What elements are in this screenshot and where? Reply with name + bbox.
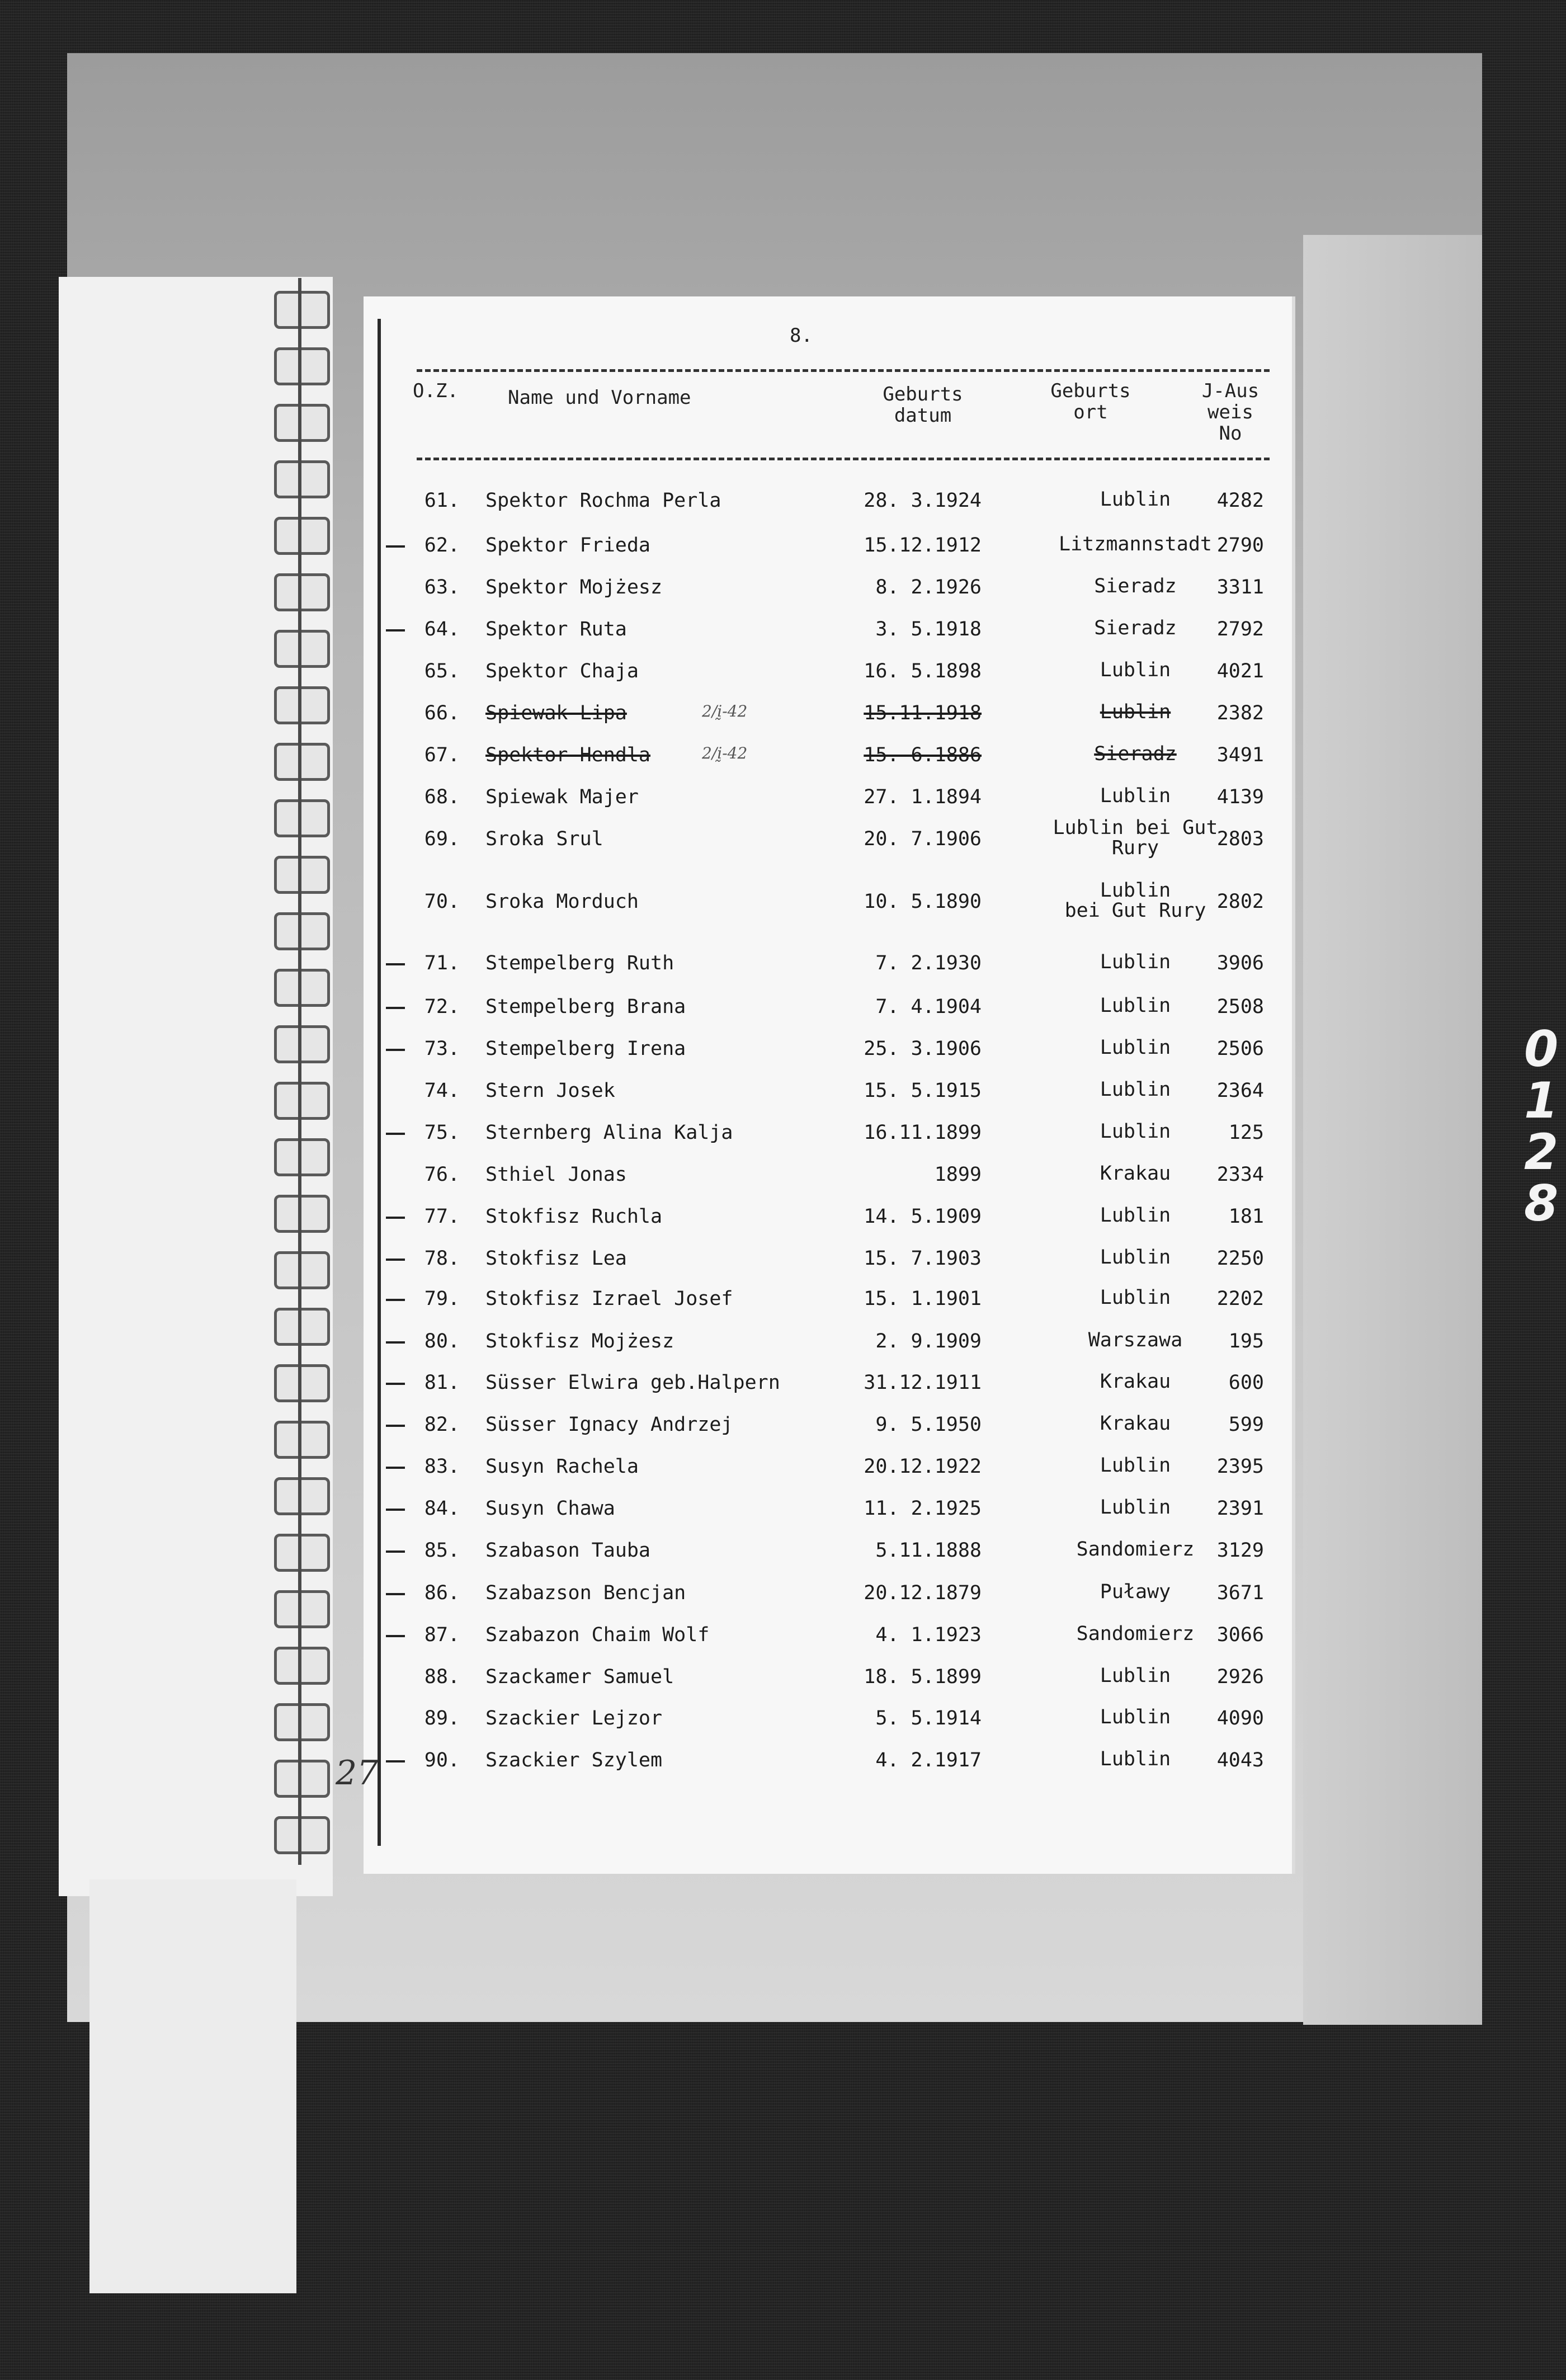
binding-ring — [274, 1534, 330, 1572]
row-birth-date: 11. 2.1925 — [864, 1497, 982, 1520]
row-name: Stern Josek — [485, 1080, 615, 1102]
binding-ring — [274, 573, 330, 611]
check-mark-dash — [386, 1550, 405, 1553]
row-birth-date: 20. 7.1906 — [864, 828, 982, 850]
row-number: 77. — [424, 1205, 460, 1228]
row-name: Susyn Rachela — [485, 1455, 639, 1478]
row-birth-date: 4. 2.1917 — [875, 1749, 982, 1771]
row-id-number: 600 — [1228, 1372, 1264, 1394]
header-birth-place-line-2: ort — [1073, 401, 1108, 423]
row-birth-date: 1899 — [934, 1163, 982, 1186]
row-birth-place: Lublin — [1100, 1496, 1171, 1519]
page-number: 8. — [790, 324, 813, 347]
row-birth-date: 15. 5.1915 — [864, 1080, 982, 1102]
binding-ring — [274, 291, 330, 329]
row-birth-date: 16.11.1899 — [864, 1121, 982, 1144]
row-birth-place: Lublin bei Gut Rury — [1053, 817, 1218, 859]
row-number: 63. — [424, 576, 460, 598]
binding-ring — [274, 686, 330, 724]
row-id-number: 2382 — [1216, 702, 1264, 724]
row-number: 62. — [424, 534, 460, 557]
check-mark-dash — [386, 1259, 405, 1261]
row-birth-date: 20.12.1879 — [864, 1582, 982, 1604]
binding-ring — [274, 1025, 330, 1063]
row-id-number: 599 — [1228, 1413, 1264, 1436]
row-id-number: 3066 — [1216, 1624, 1264, 1646]
row-name: Sternberg Alina Kalja — [485, 1121, 733, 1144]
row-name: Spektor Mojżesz — [485, 576, 663, 598]
row-birth-date: 4. 1.1923 — [875, 1624, 982, 1646]
row-id-number: 2395 — [1216, 1455, 1264, 1478]
header-birth-date-line-1: Geburts — [883, 383, 963, 406]
row-name: Spiewak Lipa — [485, 702, 627, 724]
row-name: Szabason Tauba — [485, 1539, 651, 1562]
check-mark-dash — [386, 1425, 405, 1427]
binding-ring — [274, 517, 330, 555]
row-id-number: 3491 — [1216, 744, 1264, 766]
binding-ring — [274, 630, 330, 668]
row-number: 84. — [424, 1497, 460, 1520]
row-name: Szabazon Chaim Wolf — [485, 1624, 710, 1646]
header-id-line-1: J-Aus — [1201, 380, 1260, 402]
row-birth-date: 18. 5.1899 — [864, 1666, 982, 1688]
row-birth-place: Krakau — [1100, 1412, 1171, 1435]
binding-ring — [274, 799, 330, 837]
row-id-number: 2508 — [1216, 996, 1264, 1018]
row-number: 67. — [424, 744, 460, 766]
binding-ring — [274, 1816, 330, 1854]
row-id-number: 2364 — [1216, 1080, 1264, 1102]
row-number: 72. — [424, 996, 460, 1018]
row-birth-place: Sieradz — [1094, 743, 1177, 765]
row-id-number: 2803 — [1216, 828, 1264, 850]
row-id-number: 2391 — [1216, 1497, 1264, 1520]
page-shadow — [1303, 235, 1482, 2025]
row-birth-date: 15. 6.1886 — [864, 744, 982, 766]
binding-ring — [274, 1703, 330, 1741]
check-mark-dash — [386, 1467, 405, 1469]
row-id-number: 2926 — [1216, 1666, 1264, 1688]
row-birth-place: Sandomierz — [1076, 1623, 1195, 1645]
row-number: 83. — [424, 1455, 460, 1478]
row-birth-date: 5.11.1888 — [875, 1539, 982, 1562]
row-name: Szackamer Samuel — [485, 1666, 674, 1688]
binding-ring — [274, 969, 330, 1007]
row-id-number: 2250 — [1216, 1247, 1264, 1270]
row-id-number: 4021 — [1216, 660, 1264, 682]
row-pencil-annotation: 2/ḭ-42 — [702, 702, 748, 720]
row-birth-place: Warszawa — [1088, 1329, 1183, 1351]
row-birth-place: Lublin — [1100, 1246, 1171, 1269]
row-name: Stempelberg Brana — [485, 996, 686, 1018]
row-id-number: 2792 — [1216, 618, 1264, 640]
register-rows — [364, 296, 1292, 1874]
header-name: Name und Vorname — [508, 387, 691, 409]
row-id-number: 3906 — [1216, 952, 1264, 974]
stamp-digit: 2 — [1524, 1123, 1559, 1181]
row-birth-place: Lublin — [1100, 1036, 1171, 1059]
row-birth-place: Krakau — [1100, 1370, 1171, 1393]
row-birth-date: 15.11.1918 — [864, 702, 982, 724]
row-id-number: 2334 — [1216, 1163, 1264, 1186]
row-name: Stokfisz Ruchla — [485, 1205, 663, 1228]
header-ordinal: O.Z. — [413, 380, 459, 402]
row-birth-place: Lublin bei Gut Rury — [1064, 879, 1206, 922]
row-birth-date: 3. 5.1918 — [875, 618, 982, 640]
row-birth-place: Krakau — [1100, 1162, 1171, 1185]
row-number: 74. — [424, 1080, 460, 1102]
row-number: 70. — [424, 890, 460, 913]
header-id-line-3: No — [1219, 422, 1242, 445]
row-birth-place: Sieradz — [1094, 575, 1177, 597]
binding-ring — [274, 1308, 330, 1346]
check-mark-dash — [386, 1341, 405, 1344]
row-id-number: 195 — [1228, 1330, 1264, 1352]
row-birth-place: Puławy — [1100, 1581, 1171, 1603]
row-number: 85. — [424, 1539, 460, 1562]
binding-ring — [274, 912, 330, 950]
row-number: 89. — [424, 1707, 460, 1729]
row-birth-place: Lublin — [1100, 659, 1171, 681]
row-name: Stokfisz Lea — [485, 1247, 627, 1270]
row-birth-date: 5. 5.1914 — [875, 1707, 982, 1729]
row-birth-place: Litzmannstadt — [1059, 533, 1212, 555]
spiral-binding — [263, 291, 347, 1891]
row-birth-date: 16. 5.1898 — [864, 660, 982, 682]
row-birth-place: Lublin — [1100, 785, 1171, 807]
row-name: Stempelberg Ruth — [485, 952, 674, 974]
row-birth-date: 14. 5.1909 — [864, 1205, 982, 1228]
document-page — [364, 296, 1292, 1874]
row-pencil-annotation: 2/ḭ-42 — [702, 744, 748, 762]
row-number: 66. — [424, 702, 460, 724]
row-birth-date: 15. 1.1901 — [864, 1288, 982, 1310]
row-birth-place: Lublin — [1100, 1748, 1171, 1770]
row-number: 80. — [424, 1330, 460, 1352]
check-mark-dash — [386, 1593, 405, 1595]
binding-ring — [274, 1760, 330, 1798]
row-id-number: 3129 — [1216, 1539, 1264, 1562]
row-name: Sroka Morduch — [485, 890, 639, 913]
row-birth-date: 15.12.1912 — [864, 534, 982, 557]
row-name: Spektor Frieda — [485, 534, 651, 557]
margin-handwritten-note: 27 — [336, 1754, 379, 1793]
row-name: Szackier Lejzor — [485, 1707, 663, 1729]
row-name: Stokfisz Mojżesz — [485, 1330, 674, 1352]
row-birth-date: 31.12.1911 — [864, 1372, 982, 1394]
row-name: Szabazson Bencjan — [485, 1582, 686, 1604]
row-name: Süsser Elwira geb.Halpern — [485, 1372, 780, 1394]
row-number: 76. — [424, 1163, 460, 1186]
binding-ring — [274, 1138, 330, 1176]
check-mark-dash — [386, 1635, 405, 1637]
row-number: 81. — [424, 1372, 460, 1394]
row-birth-place: Lublin — [1100, 1454, 1171, 1477]
row-birth-date: 7. 2.1930 — [875, 952, 982, 974]
row-id-number: 2202 — [1216, 1288, 1264, 1310]
row-birth-place: Lublin — [1100, 1078, 1171, 1101]
row-name: Spektor Rochma Perla — [485, 489, 721, 512]
binding-ring — [274, 1647, 330, 1685]
row-id-number: 3671 — [1216, 1582, 1264, 1604]
row-number: 73. — [424, 1038, 460, 1060]
check-mark-dash — [386, 1509, 405, 1511]
row-birth-place: Lublin — [1100, 1120, 1171, 1143]
row-id-number: 2790 — [1216, 534, 1264, 557]
row-birth-date: 10. 5.1890 — [864, 890, 982, 913]
check-mark-dash — [386, 545, 405, 548]
row-birth-place: Lublin — [1100, 488, 1171, 511]
row-id-number: 4090 — [1216, 1707, 1264, 1729]
row-birth-place: Lublin — [1100, 951, 1171, 973]
row-id-number: 181 — [1228, 1205, 1264, 1228]
row-birth-date: 9. 5.1950 — [875, 1413, 982, 1436]
binding-ring — [274, 1477, 330, 1515]
header-id-line-2: weis — [1207, 401, 1253, 423]
row-birth-date: 8. 2.1926 — [875, 576, 982, 598]
row-name: Süsser Ignacy Andrzej — [485, 1413, 733, 1436]
row-number: 64. — [424, 618, 460, 640]
header-birth-date-line-2: datum — [894, 404, 952, 427]
binding-ring — [274, 460, 330, 498]
row-birth-place: Sieradz — [1094, 617, 1177, 639]
row-name: Spektor Ruta — [485, 618, 627, 640]
row-id-number: 125 — [1228, 1121, 1264, 1144]
row-birth-date: 20.12.1922 — [864, 1455, 982, 1478]
row-name: Spiewak Majer — [485, 786, 639, 808]
archive-stamp-number — [1524, 1020, 1559, 1232]
row-name: Szackier Szylem — [485, 1749, 663, 1771]
row-number: 88. — [424, 1666, 460, 1688]
row-name: Stempelberg Irena — [485, 1038, 686, 1060]
row-name: Stokfisz Izrael Josef — [485, 1288, 733, 1310]
row-number: 78. — [424, 1247, 460, 1270]
row-birth-date: 2. 9.1909 — [875, 1330, 982, 1352]
binding-ring — [274, 743, 330, 781]
row-name: Sthiel Jonas — [485, 1163, 627, 1186]
binding-ring — [274, 1364, 330, 1402]
stamp-digit: 0 — [1524, 1020, 1559, 1078]
row-name: Sroka Srul — [485, 828, 603, 850]
lower-paper-strip — [89, 1879, 296, 2293]
row-number: 65. — [424, 660, 460, 682]
row-id-number: 4139 — [1216, 786, 1264, 808]
row-name: Susyn Chawa — [485, 1497, 615, 1520]
row-number: 87. — [424, 1624, 460, 1646]
binding-ring — [274, 347, 330, 385]
row-birth-date: 25. 3.1906 — [864, 1038, 982, 1060]
row-number: 82. — [424, 1413, 460, 1436]
header-birth-place-line-1: Geburts — [1050, 380, 1131, 402]
row-id-number: 3311 — [1216, 576, 1264, 598]
check-mark-dash — [386, 1383, 405, 1385]
row-number: 71. — [424, 952, 460, 974]
binding-ring — [274, 1195, 330, 1233]
row-id-number: 4282 — [1216, 489, 1264, 512]
row-name: Spektor Chaja — [485, 660, 639, 682]
check-mark-dash — [386, 1007, 405, 1009]
binding-ring — [274, 1421, 330, 1459]
row-birth-place: Sandomierz — [1076, 1538, 1195, 1561]
row-number: 69. — [424, 828, 460, 850]
row-birth-place: Lublin — [1100, 1286, 1171, 1309]
row-number: 75. — [424, 1121, 460, 1144]
check-mark-dash — [386, 1049, 405, 1051]
binding-ring — [274, 1082, 330, 1120]
check-mark-dash — [386, 1217, 405, 1219]
stamp-digit: 1 — [1524, 1072, 1559, 1129]
stamp-digit: 8 — [1524, 1175, 1559, 1232]
row-birth-place: Lublin — [1100, 701, 1171, 723]
row-id-number: 4043 — [1216, 1749, 1264, 1771]
binding-ring — [274, 1590, 330, 1628]
row-birth-date: 15. 7.1903 — [864, 1247, 982, 1270]
row-number: 86. — [424, 1582, 460, 1604]
row-birth-place: Lublin — [1100, 1665, 1171, 1687]
row-number: 68. — [424, 786, 460, 808]
row-birth-date: 7. 4.1904 — [875, 996, 982, 1018]
row-number: 90. — [424, 1749, 460, 1771]
row-birth-place: Lublin — [1100, 995, 1171, 1017]
check-mark-dash — [386, 629, 405, 631]
check-mark-dash — [386, 963, 405, 965]
binding-ring — [274, 1251, 330, 1289]
check-mark-dash — [386, 1299, 405, 1301]
check-mark-dash — [386, 1760, 405, 1762]
row-id-number: 2506 — [1216, 1038, 1264, 1060]
binding-ring — [274, 856, 330, 894]
row-number: 61. — [424, 489, 460, 512]
row-birth-date: 28. 3.1924 — [864, 489, 982, 512]
row-birth-date: 27. 1.1894 — [864, 786, 982, 808]
row-id-number: 2802 — [1216, 890, 1264, 913]
binding-ring — [274, 404, 330, 442]
row-number: 79. — [424, 1288, 460, 1310]
row-birth-place: Lublin — [1100, 1204, 1171, 1227]
check-mark-dash — [386, 1133, 405, 1135]
row-birth-place: Lublin — [1100, 1706, 1171, 1728]
row-name: Spektor Hendla — [485, 744, 651, 766]
